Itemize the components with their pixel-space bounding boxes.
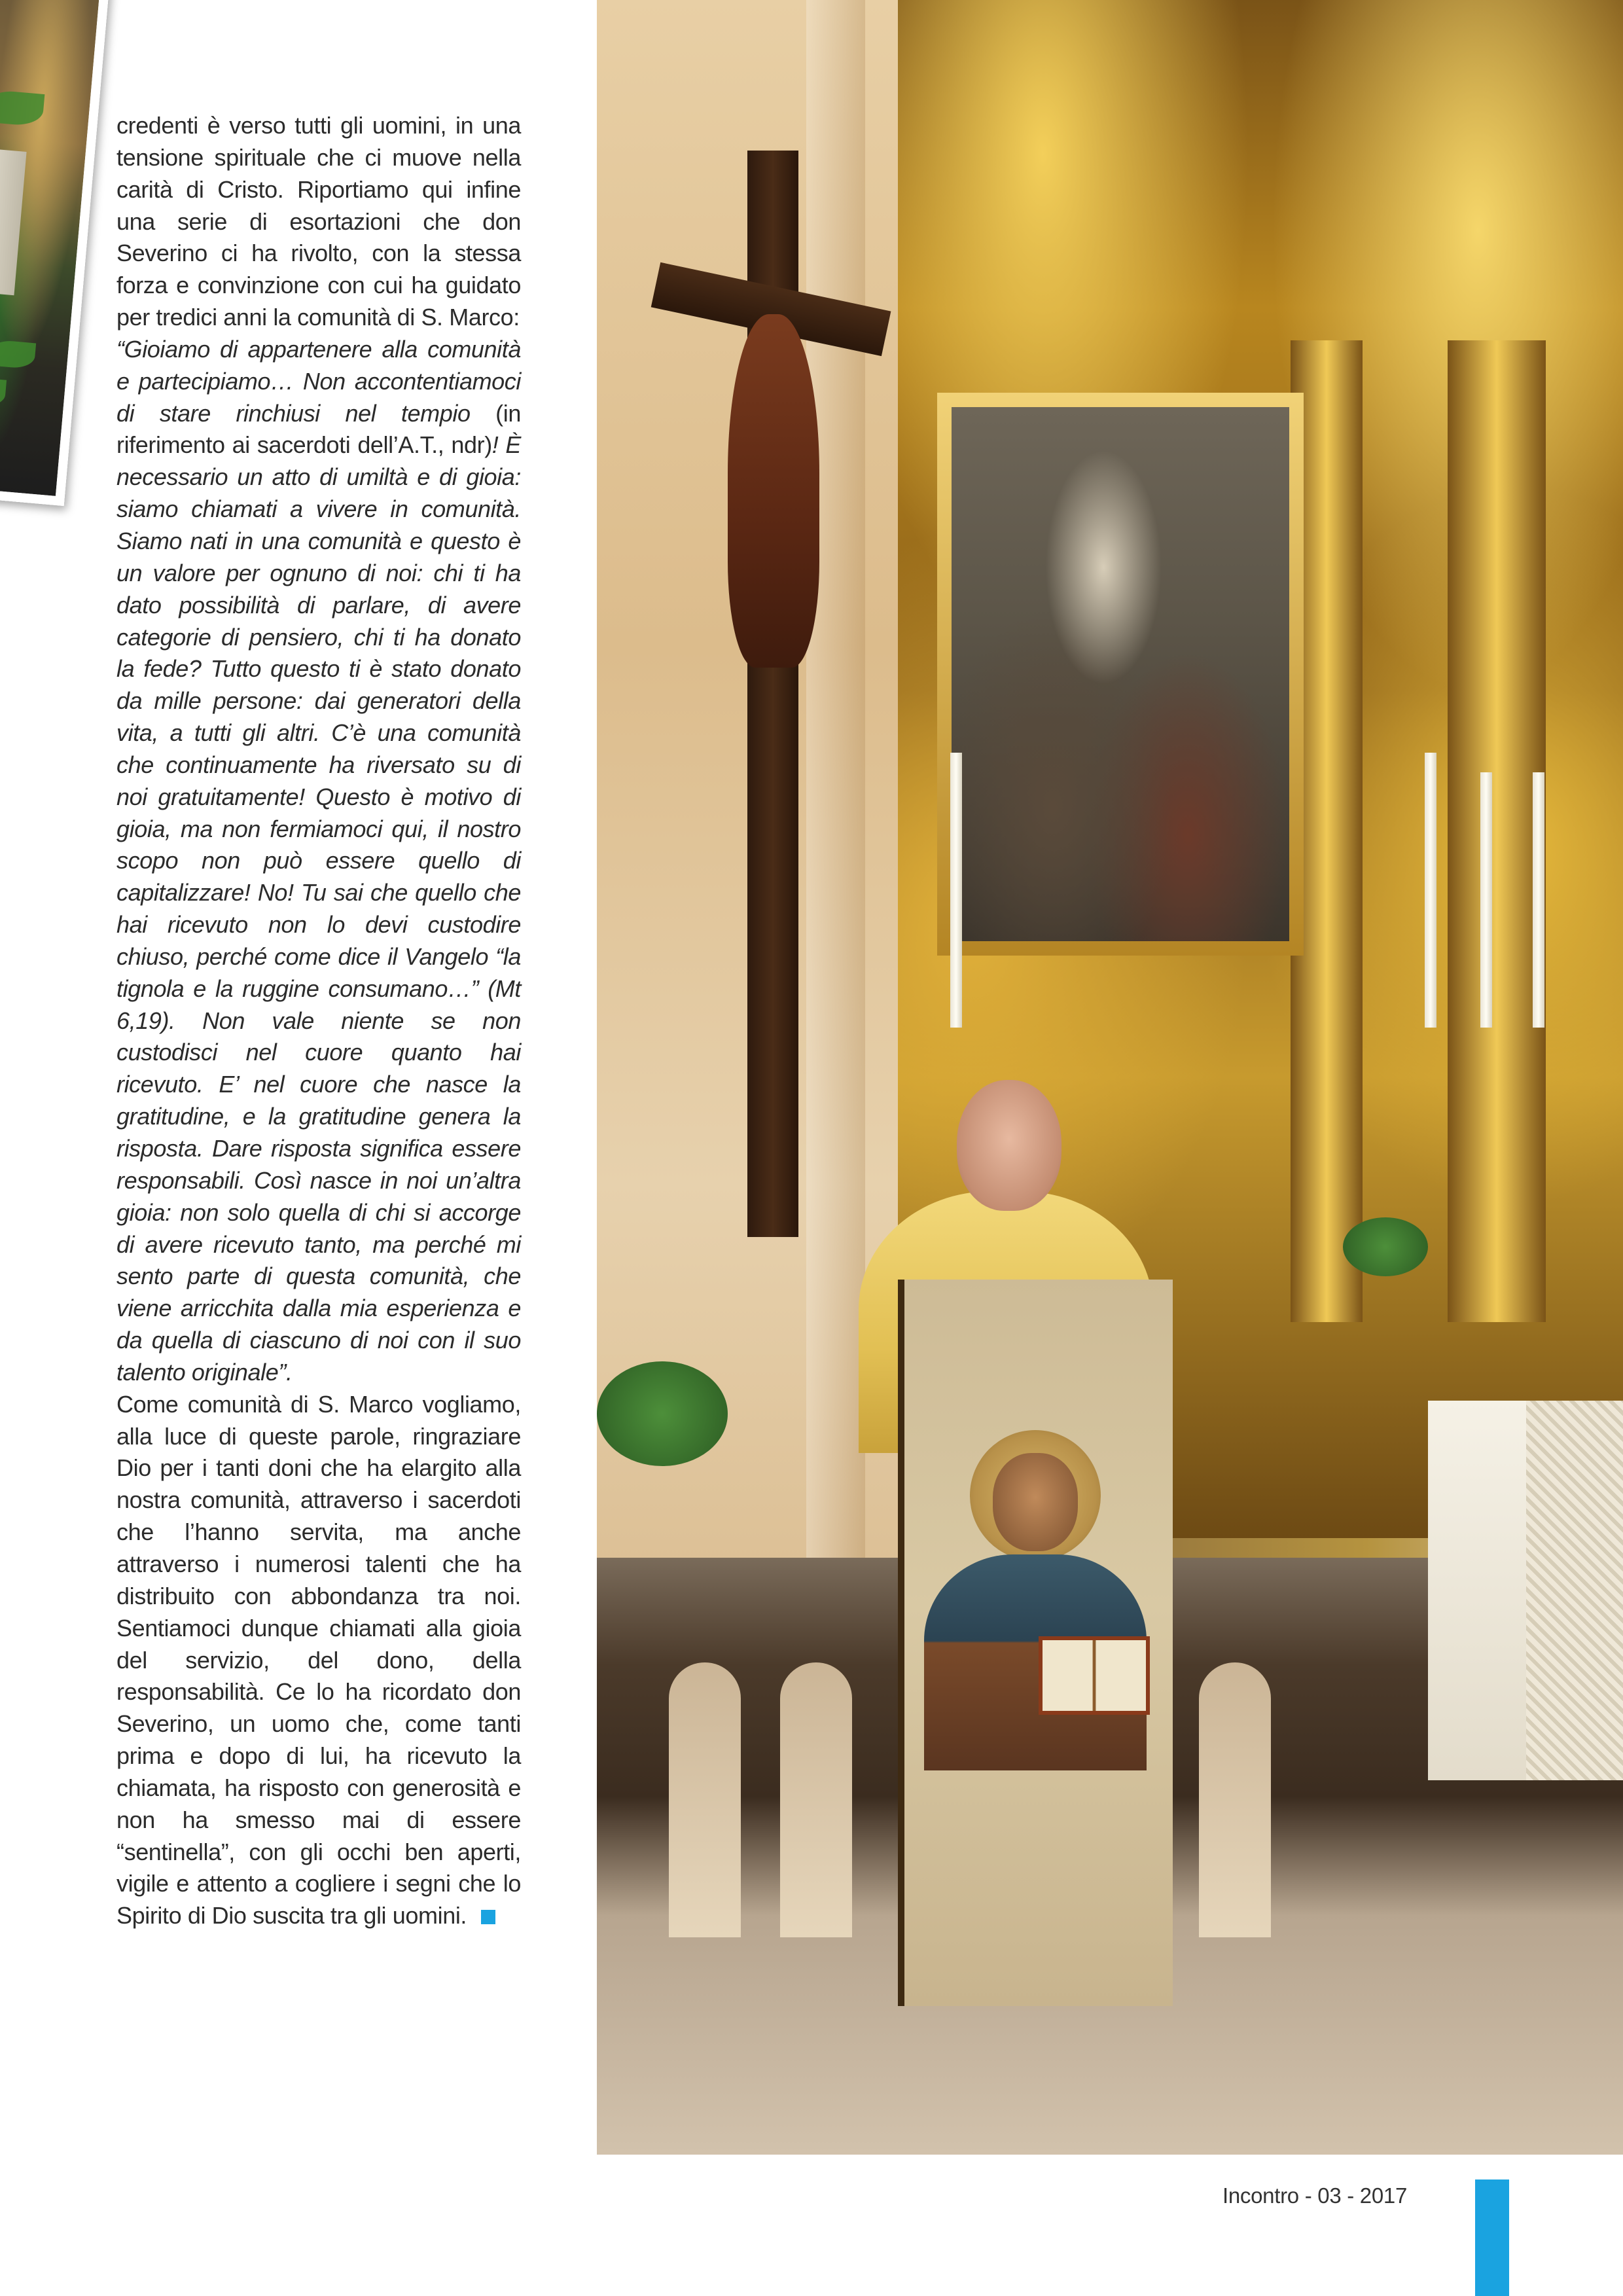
quote-part-2: ! È necessario un atto di umiltà e di gioia: siamo chiamati a vivere in comunità. Siamo nati in una comunità e questo è un valore per ognuno di noi: chi ti ha dato possibilità di parlare, di avere categorie di pensiero, chi ti ha donato la fede? Tutto questo ti è stato donato da mille persone: dai generatori della vita, a tutti gli altri. C’è una comunità che continuamente ha riversato su di noi gratuitamente! Questo è motivo di gioia, ma non fermiamoci qui, il nostro scopo non può essere quello di capitalizzare! No! Tu sai che quello che hai ricevuto non lo devi custodire chiuso, perché come dice il Vangelo “la tignola e la ruggine consumano…” (Mt 6,19). Non vale niente se non custodisci nel cuore quanto hai ricevuto. E’ nel cuore che nasce la gratitudine, e la gratitudine genera la risposta. Dare risposta significa essere responsabili. Così nasce in noi un’altra gioia: non solo quella di chi si accorge di avere ricevuto tanto, ma perché mi sento parte di questa comunità, che viene arricchita dalla mia esperienza e da quella di ciascuno di noi con il suo talento originale”.: [116, 431, 521, 1386]
photo-arch: [780, 1662, 852, 1937]
photo-painting-canvas: [952, 407, 1289, 941]
photo-candle: [1425, 753, 1436, 1028]
inset-photo: [0, 0, 109, 506]
main-photo: [597, 0, 1623, 2155]
photo-candle: [1480, 772, 1492, 1028]
article-paragraph-closing: [116, 1389, 521, 1932]
photo-plant: [597, 1361, 728, 1466]
inset-photo-vestment: [0, 147, 27, 295]
inset-photo-leaf: [0, 339, 36, 369]
article-paragraph-intro: [116, 110, 521, 334]
photo-plant: [1343, 1217, 1428, 1276]
photo-priest-head: [957, 1080, 1061, 1211]
article-intro-text: credenti è verso tutti gli uomini, in una tensione spirituale che ci muove nella carità di Cristo. Riportiamo qui infine una serie di esortazioni che don Severino ci ha rivolto, con la stessa forza e convinzione con cui ha guidato per tredici anni la comunità di S. Marco:: [116, 112, 521, 331]
inset-photo-leaf: [0, 89, 45, 127]
end-of-article-square-icon: [481, 1910, 495, 1924]
quote-part-1: “Gioiamo di appartenere alla comunità e partecipiamo… Non accontentiamoci di stare rinchiusi nel tempio: [116, 335, 521, 427]
photo-lectern: [898, 1280, 1173, 2006]
photo-crucifix-figure: [728, 314, 819, 668]
photo-altar-table: [1428, 1401, 1623, 1780]
photo-candle: [1533, 772, 1544, 1028]
footer-issue-label: Incontro - 03 - 2017: [1222, 2183, 1408, 2208]
photo-arch: [669, 1662, 741, 1937]
article-quote-paragraph: [116, 334, 521, 1389]
article-closing-text: Come comunità di S. Marco vogliamo, alla luce di queste parole, ringraziare Dio per i tanti doni che ha elargito alla nostra comunità, attraverso i sacerdoti che l’hanno servita, ma anche attraverso i numerosi talenti che ha distribuito con abbondanza tra noi. Sentiamoci dunque chiamati alla gioia del servizio, del dono, della responsabilità. Ce lo ha ricordato don Severino, un uomo che, come tanti prima e dopo di lui, ha ricevuto la chiamata, ha risposto con generosità e non ha smesso mai di essere “sentinella”, con gli occhi ben aperti, vigile e attento a cogliere i segni che lo Spirito di Dio suscita tra gli uomini.: [116, 1390, 521, 1929]
photo-candle: [950, 753, 962, 1028]
photo-altar-painting: [937, 393, 1304, 956]
photo-icon-face: [993, 1453, 1078, 1551]
footer-accent-bar: [1475, 2179, 1509, 2296]
quote-aside: (in riferimento ai sacerdoti dell’A.T., ndr): [116, 399, 521, 459]
inset-photo-leaf: [0, 375, 7, 410]
photo-gilded-column: [1448, 340, 1546, 1322]
article-column: [116, 110, 521, 1932]
photo-icon-book: [1039, 1636, 1150, 1715]
photo-arch: [1199, 1662, 1271, 1937]
